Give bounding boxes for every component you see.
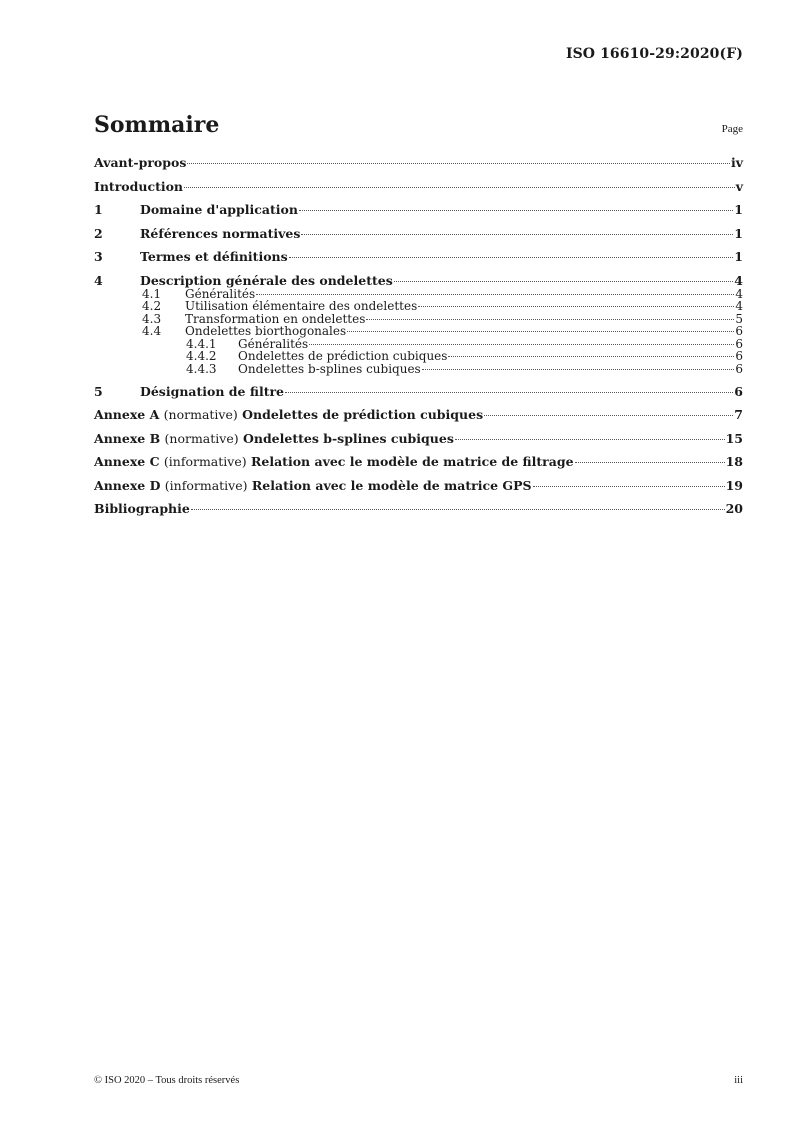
toc-entry-page: 4 [734, 272, 743, 288]
toc-entry-page: 4 [735, 286, 743, 301]
page-number: iii [734, 1075, 743, 1086]
toc-entry-page: 1 [734, 202, 743, 217]
toc-entry[interactable] [94, 501, 743, 516]
annex-label: Annexe B [94, 430, 161, 446]
annex-label: Annexe C [94, 454, 160, 469]
dot-leader [184, 187, 735, 188]
toc-entry-label [142, 300, 417, 313]
toc-entry-page: 7 [734, 407, 743, 422]
toc-entry-title: Références normatives [140, 225, 301, 241]
toc-entry[interactable] [94, 155, 743, 170]
toc-entry[interactable] [94, 363, 743, 376]
toc-entry-title: Termes et définitions [140, 249, 288, 264]
toc-entry-label [94, 431, 454, 446]
toc-entry-number: 2 [94, 225, 103, 241]
toc-entry[interactable] [94, 407, 743, 422]
dot-leader [533, 486, 725, 487]
toc-entry[interactable] [94, 249, 743, 264]
dot-leader [299, 210, 733, 211]
toc-entry-label [94, 273, 393, 288]
toc-entry-number: 4 [94, 272, 103, 288]
toc-entry-number: 4.4.1 [186, 336, 217, 351]
toc-entry-number: 4.1 [142, 286, 162, 301]
toc-entry-number: 5 [94, 383, 103, 399]
toc-entry-label [94, 501, 190, 516]
toc-entry-page: 6 [735, 324, 743, 338]
toc-entry-label [94, 249, 288, 264]
toc-entry-number: 4.4 [142, 324, 162, 338]
annex-qualifier: (normative) [163, 407, 238, 422]
toc-entry-title: Généralités [185, 286, 256, 301]
document-id: ISO 16610-29:2020(F) [565, 46, 743, 62]
toc-entry-title: Introduction [94, 178, 184, 194]
toc-entry-title: Généralités [238, 336, 309, 351]
toc-entry-title: Avant-propos [94, 155, 187, 170]
toc-entry-label [94, 384, 284, 399]
toc-entry-label [142, 325, 346, 338]
copyright-notice: © ISO 2020 – Tous droits réservés [94, 1075, 240, 1086]
annex-qualifier: (informative) [164, 477, 248, 493]
toc-entry[interactable] [94, 273, 743, 288]
title-row [94, 112, 743, 138]
dot-leader [394, 281, 734, 282]
toc-entry-title: Utilisation élémentaire des ondelettes [185, 299, 418, 313]
toc-entry-title: Domaine d'application [140, 202, 298, 217]
annex-qualifier: (informative) [163, 454, 247, 469]
toc-entry[interactable] [94, 384, 743, 399]
toc-entry-page: 15 [725, 430, 743, 446]
toc-entry-label [94, 179, 183, 194]
page-title: Sommaire [94, 112, 220, 138]
toc-entry-title: Ondelettes de prédiction cubiques [242, 407, 484, 422]
toc-entry[interactable] [94, 226, 743, 241]
toc-entry-page: 6 [735, 349, 743, 363]
toc-entry-label [186, 350, 447, 363]
dot-leader [289, 257, 734, 258]
toc-entry-label [94, 155, 186, 170]
dot-leader [484, 415, 733, 416]
toc-entry[interactable] [94, 300, 743, 313]
toc-entry-title: Désignation de filtre [140, 383, 285, 399]
toc-entry-page: 19 [725, 477, 743, 493]
toc-entry-page: iv [730, 155, 743, 170]
annex-label: Annexe A [94, 407, 160, 422]
toc-entry[interactable] [94, 325, 743, 338]
toc-entry-number: 4.4.3 [186, 361, 217, 376]
toc-entry-label [94, 478, 532, 493]
toc-entry-title: Relation avec le modèle de matrice de filtrage [250, 454, 574, 469]
toc-entry[interactable] [94, 478, 743, 493]
toc-entry-title: Bibliographie [94, 501, 190, 516]
dot-leader [191, 509, 725, 510]
toc-entry-page: 5 [735, 311, 743, 326]
toc-entry-number: 4.2 [142, 299, 162, 313]
dot-leader [347, 331, 734, 332]
toc-entry-page: 1 [734, 249, 743, 264]
annex-qualifier: (normative) [164, 430, 239, 446]
dot-leader [422, 369, 735, 370]
toc-entry-page: 20 [725, 501, 743, 516]
dot-leader [455, 439, 725, 440]
footer [94, 1075, 743, 1086]
table-of-contents [94, 155, 743, 516]
toc-entry-title: Transformation en ondelettes [185, 311, 366, 326]
toc-entry[interactable] [94, 202, 743, 217]
toc-entry-number: 4.4.2 [186, 349, 217, 363]
toc-entry-label [94, 407, 483, 422]
page-column-label: Page [721, 123, 743, 135]
toc-entry-page: 6 [735, 361, 743, 376]
toc-entry-number: 3 [94, 249, 103, 264]
dot-leader [285, 392, 733, 393]
toc-entry-title: Ondelettes b-splines cubiques [242, 430, 454, 446]
toc-entry-label [94, 226, 300, 241]
toc-entry-title: Description générale des ondelettes [140, 272, 393, 288]
toc-entry-label [186, 363, 421, 376]
dot-leader [301, 234, 733, 235]
toc-entry-label [94, 202, 298, 217]
dot-leader [366, 319, 734, 320]
toc-entry-label [94, 454, 574, 469]
toc-entry-title: Relation avec le modèle de matrice GPS [251, 477, 532, 493]
toc-entry[interactable] [94, 179, 743, 194]
toc-entry-title: Ondelettes de prédiction cubiques [238, 349, 448, 363]
toc-entry-page: 1 [734, 225, 743, 241]
dot-leader [256, 294, 734, 295]
toc-entry-page: 6 [734, 383, 743, 399]
dot-leader [448, 356, 734, 357]
toc-entry[interactable] [94, 454, 743, 469]
toc-entry[interactable] [94, 431, 743, 446]
toc-entry-number: 4.3 [142, 311, 162, 326]
toc-entry-number: 1 [94, 202, 103, 217]
toc-entry-title: Ondelettes b-splines cubiques [238, 361, 421, 376]
toc-entry[interactable] [94, 350, 743, 363]
toc-entry-title: Ondelettes biorthogonales [185, 324, 347, 338]
toc-entry-page: 4 [735, 299, 743, 313]
toc-entry-page: 6 [735, 336, 743, 351]
toc-entry-page: 18 [725, 454, 743, 469]
annex-label: Annexe D [94, 477, 161, 493]
toc-entry-page: v [735, 178, 743, 194]
dot-leader [187, 163, 730, 164]
dot-leader [418, 306, 734, 307]
dot-leader [575, 462, 725, 463]
dot-leader [309, 344, 734, 345]
